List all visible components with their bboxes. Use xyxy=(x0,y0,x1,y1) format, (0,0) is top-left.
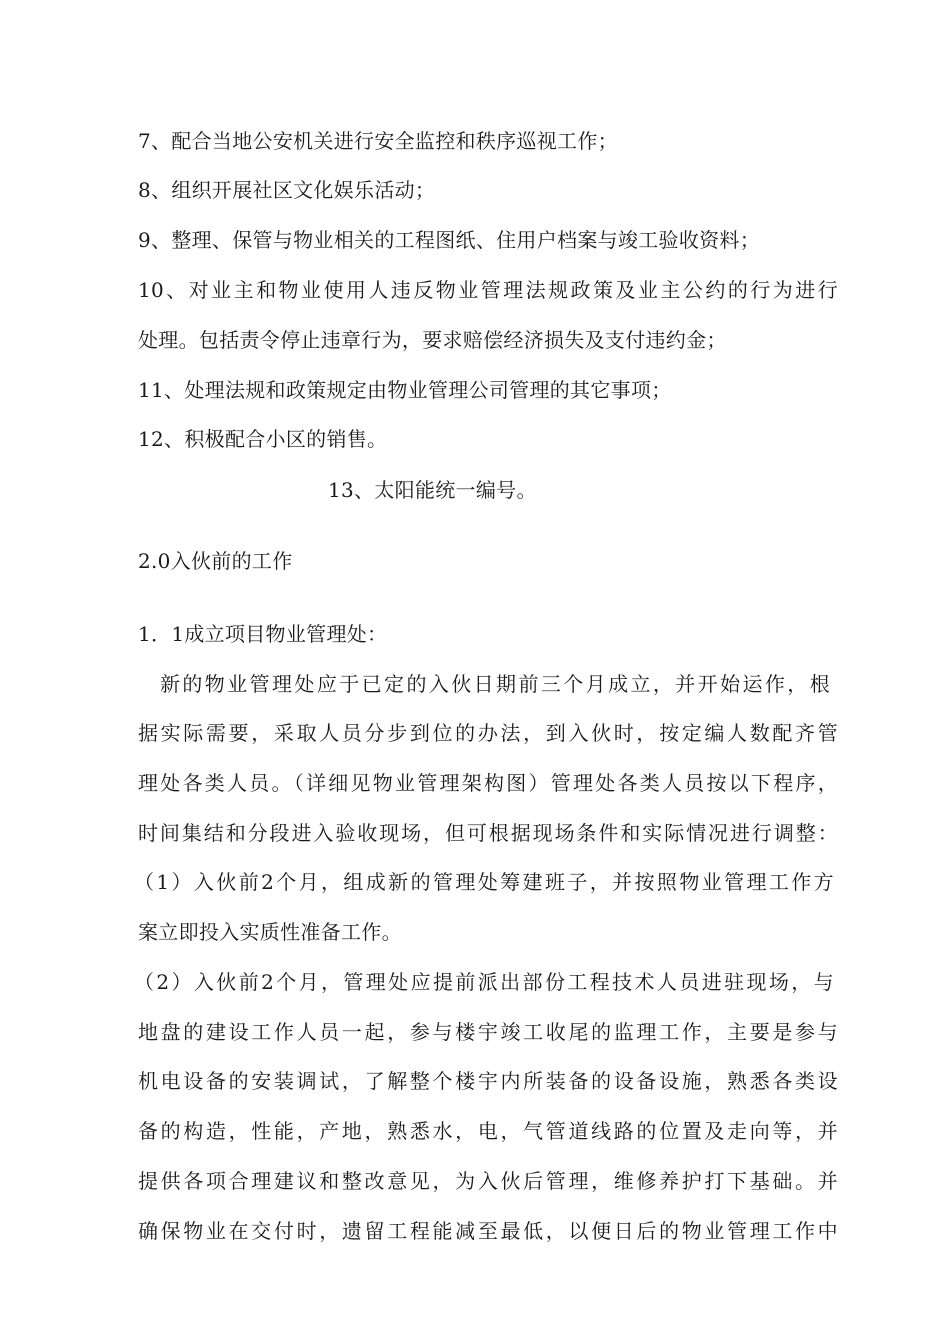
paragraph-line: 理处各类人员。（详细见物业管理架构图）管理处各类人员按以下程序， xyxy=(138,771,838,795)
paragraph-line: （1）入伙前2个月，组成新的管理处筹建班子，并按照物业管理工作方 xyxy=(134,870,834,894)
paragraph-line: 地盘的建设工作人员一起，参与楼宇竣工收尾的监理工作，主要是参与 xyxy=(138,1020,838,1044)
list-item-10-line-2: 处理。包括责令停止违章行为，要求赔偿经济损失及支付违约金； xyxy=(138,328,727,352)
paragraph-line: （2）入伙前2个月，管理处应提前派出部份工程技术人员进驻现场，与 xyxy=(134,970,834,994)
list-item-13: 13、太阳能统一编号。 xyxy=(328,478,537,502)
paragraph-line: 提供各项合理建议和整改意见，为入伙后管理，维修养护打下基础。并 xyxy=(138,1169,838,1193)
paragraph-line: 案立即投入实质性准备工作。 xyxy=(138,920,402,944)
paragraph-line: 确保物业在交付时，遗留工程能减至最低，以便日后的物业管理工作中 xyxy=(138,1219,838,1243)
section-heading: 2.0入伙前的工作 xyxy=(138,549,293,573)
list-item-11: 11、处理法规和政策规定由物业管理公司管理的其它事项； xyxy=(138,378,672,402)
list-item-12: 12、积极配合小区的销售。 xyxy=(138,427,388,451)
list-item-10-line-1: 10、对业主和物业使用人违反物业管理法规政策及业主公约的行为进行 xyxy=(138,278,838,302)
paragraph-line: 备的构造，性能，产地，熟悉水，电，气管道线路的位置及走向等，并 xyxy=(138,1119,838,1143)
list-item-8: 8、组织开展社区文化娱乐活动； xyxy=(138,178,436,202)
paragraph-line: 新的物业管理处应于已定的入伙日期前三个月成立，并开始运作，根 xyxy=(160,672,830,696)
paragraph-line: 时间集结和分段进入验收现场，但可根据现场条件和实际情况进行调整： xyxy=(138,821,838,845)
paragraph-line: 机电设备的安装调试，了解整个楼宇内所装备的设备设施，熟悉各类设 xyxy=(138,1069,838,1093)
list-item-9: 9、整理、保管与物业相关的工程图纸、住用户档案与竣工验收资料； xyxy=(138,228,761,252)
list-item-7: 7、配合当地公安机关进行安全监控和秩序巡视工作； xyxy=(138,129,618,153)
subsection-heading: 1．1成立项目物业管理处： xyxy=(138,622,388,646)
paragraph-line: 据实际需要，采取人员分步到位的办法，到入伙时，按定编人数配齐管 xyxy=(138,721,838,745)
